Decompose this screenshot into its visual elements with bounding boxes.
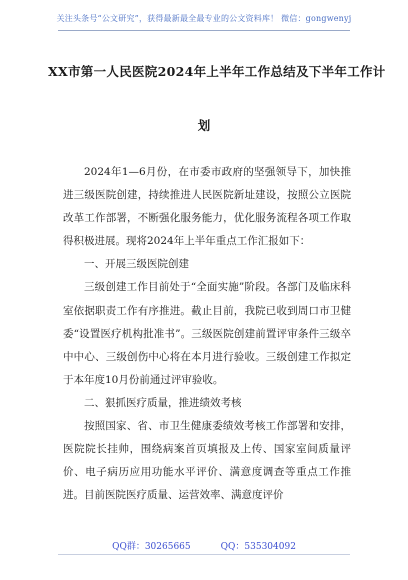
footer-contact [0,539,408,552]
paragraph-section-2: 按照国家、省、市卫生健康委绩效考核工作部署和安排，医院院长挂帅，围绕病案首页填报及上传、国家室间质量评价、电子病历应用功能水平评价、满意度调查等重点工作推进。目前医院医疗质量、运营效率、满意度评价 [63,420,351,502]
document-body [63,161,351,507]
header-banner: 关注头条号“公文研究”，获得最新最全最专业的公文资料库！ 微信：gongwenyj [56,14,352,23]
header-divider [58,30,350,31]
footer-divider [58,554,350,555]
footer-qq-group: QQ群：30265665 [112,542,191,552]
footer-qq: QQ：535304092 [220,542,296,552]
document-title-continued: 划 [197,118,211,133]
paragraph-section-1: 三级创建工作目前处于“全面实施”阶段。各部门及临床科室依据职责工作有序推进。截止目前，我院已收到周口市卫健委“设置医疗机构批准书”。三级医院创建前置评审条件三级卒中中心、三级创伤中心将在本月进行验收。三级创建工作拟定于本年度10月份前通过评审验收。 [63,281,351,386]
section-heading-2: 二、狠抓医疗质量，推进绩效考核 [84,396,242,409]
section-heading-1: 一、开展三级医院创建 [84,258,189,271]
paragraph-intro: 2024年1—6月份，在市委市政府的坚强领导下，加快推进三级医院创建，持续推进人民医院新址建设，按照公立医院改革工作部署，不断强化服务能力，优化服务流程各项工作取得积极进展。现将2024年上半年重点工作汇报如下： [63,166,351,248]
document-title: XX市第一人民医院2024年上半年工作总结及下半年工作计 [48,64,386,79]
